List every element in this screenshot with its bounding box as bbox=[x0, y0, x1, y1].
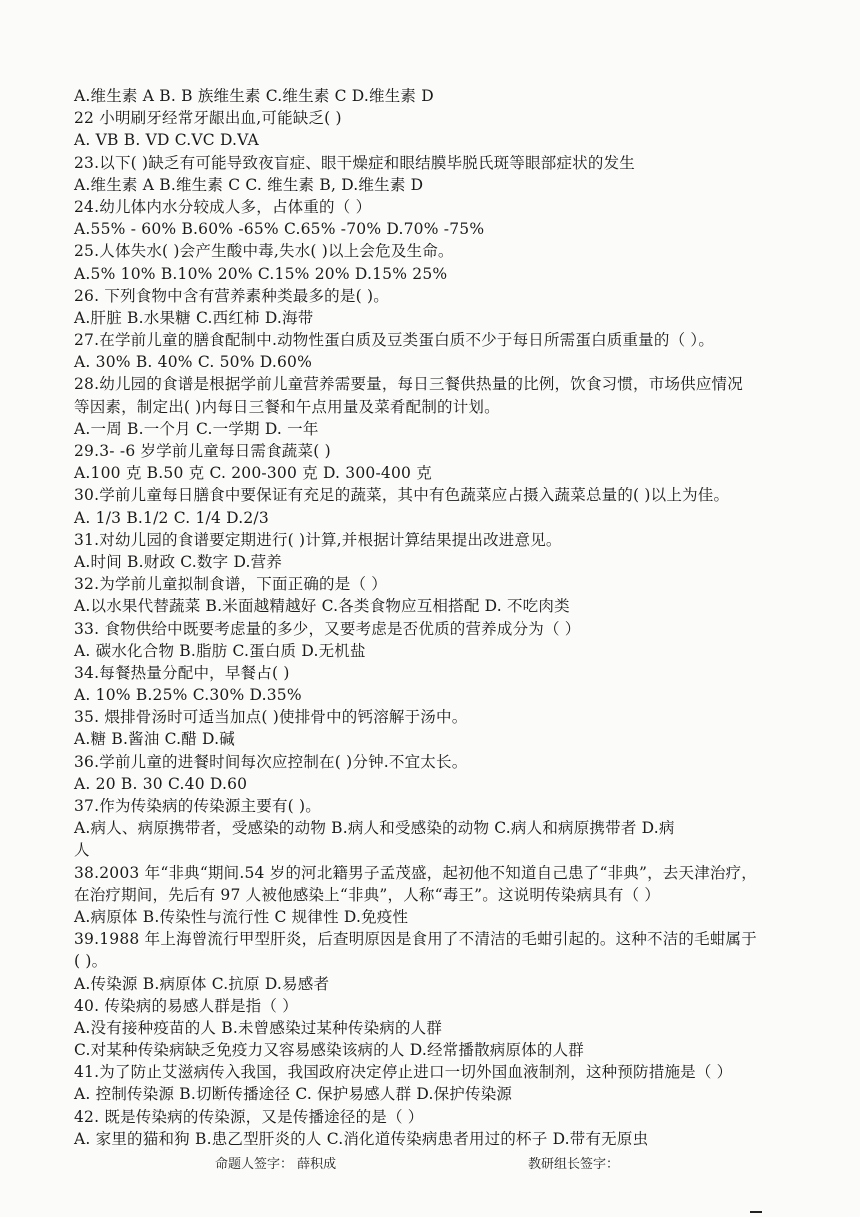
text-line: A.传染源 B.病原体 C.抗原 D.易感者 bbox=[74, 974, 330, 993]
author-signature: 命题人签字： 薛积成 bbox=[215, 1157, 337, 1172]
text-line: 31.对幼儿园的食谱要定期进行( )计算,并根据计算结果提出改进意见。 bbox=[74, 530, 562, 549]
text-line: 24.幼儿体内水分较成人多，占体重的（ ） bbox=[74, 197, 372, 216]
text-line: 30.学前儿童每日膳食中要保证有充足的蔬菜，其中有色蔬菜应占摄入蔬菜总量的( )以上为佳。 bbox=[74, 486, 730, 505]
text-line: A.没有接种疫苗的人 B.未曾感染过某种传染病的人群 bbox=[74, 1018, 443, 1037]
text-line: 41.为了防止艾滋病传入我国，我国政府决定停止进口一切外国血液制剂，这种预防措施是（ ） bbox=[74, 1063, 733, 1082]
text-line: A.100 克 B.50 克 C. 200-300 克 D. 300-400 克 bbox=[74, 464, 432, 483]
text-line: A. 控制传染源 B.切断传播途径 C. 保护易感人群 D.保护传染源 bbox=[74, 1085, 513, 1104]
text-line: A.维生素 A B. B 族维生素 C.维生素 C D.维生素 D bbox=[74, 87, 434, 105]
text-line: A.以水果代替蔬菜 B.米面越精越好 C.各类食物应互相搭配 D. 不吃肉类 bbox=[74, 597, 570, 616]
text-line: 22 小明刷牙经常牙龈出血,可能缺乏( ) bbox=[74, 109, 342, 128]
text-line: 29.3- -6 岁学前儿童每日需食蔬菜( ) bbox=[74, 442, 331, 460]
text-line: A.肝脏 B.水果糖 C.西红柿 D.海带 bbox=[74, 308, 314, 327]
text-line: 25.人体失水( )会产生酸中毒,失水( )以上会危及生命。 bbox=[74, 242, 454, 261]
text-line: A.维生素 A B.维生素 C C. 维生素 B, D.维生素 D bbox=[74, 175, 424, 194]
text-line: 42. 既是传染病的传染源，又是传播途径的是（ ） bbox=[74, 1107, 424, 1126]
text-line: 33. 食物供给中既要考虑量的多少，又要考虑是否优质的营养成分为（ ） bbox=[74, 619, 581, 638]
question-list bbox=[74, 85, 786, 1150]
text-line: 35. 煨排骨汤时可适当加点( )使排骨中的钙溶解于汤中。 bbox=[74, 708, 468, 727]
text-line: A.糖 B.酱油 C.醋 D.碱 bbox=[74, 730, 235, 749]
text-line: A. 30% B. 40% C. 50% D.60% bbox=[74, 353, 313, 372]
text-line: 38.2003 年“非典“期间.54 岁的河北籍男子孟茂盛，起初他不知道自己患了“非典”，去天津治疗， bbox=[74, 863, 757, 882]
text-line: 在治疗期间，先后有 97 人被他感染上“非典”，人称“毒王”。这说明传染病具有（ ） bbox=[74, 885, 661, 904]
text-line: 26. 下列食物中含有营养素种类最多的是( )。 bbox=[74, 286, 389, 305]
text-line: A.时间 B.财政 C.数字 D.营养 bbox=[74, 552, 283, 571]
text-line: 37.作为传染病的传染源主要有( )。 bbox=[74, 797, 321, 815]
text-line: 39.1988 年上海曾流行甲型肝炎，后查明原因是食用了不清洁的毛蚶引起的。这种不洁的毛蚶属于 bbox=[74, 930, 757, 949]
text-line: 人 bbox=[74, 841, 90, 860]
leader-signature: 教研组长签字： bbox=[528, 1157, 620, 1172]
text-line: 40. 传染病的易感人群是指（ ） bbox=[74, 996, 298, 1015]
text-line: 27.在学前儿童的膳食配制中.动物性蛋白质及豆类蛋白质不少于每日所需蛋白质重量的（ ）。 bbox=[74, 331, 715, 350]
text-line: 32.为学前儿童拟制食谱，下面正确的是（ ） bbox=[74, 575, 387, 594]
text-line: A. 20 B. 30 C.40 D.60 bbox=[74, 774, 248, 793]
text-line: A. 10% B.25% C.30% D.35% bbox=[74, 686, 302, 705]
text-line: A. VB B. VD C.VC D.VA bbox=[74, 131, 259, 150]
text-line: 23.以下( )缺乏有可能导致夜盲症、眼干燥症和眼结膜毕脱氏斑等眼部症状的发生 bbox=[74, 153, 635, 172]
text-line: 34.每餐热量分配中，早餐占( ) bbox=[74, 663, 290, 682]
text-line: A.病人、病原携带者，受感染的动物 B.病人和受感染的动物 C.病人和病原携带者 D.病 bbox=[74, 819, 675, 838]
text-line: A.病原体 B.传染性与流行性 C 规律性 D.免疫性 bbox=[74, 907, 409, 926]
page-mark bbox=[750, 1211, 762, 1213]
text-line: C.对某种传染病缺乏免疫力又容易感染该病的人 D.经常播散病原体的人群 bbox=[74, 1041, 584, 1060]
text-line: A. 碳水化合物 B.脂肪 C.蛋白质 D.无机盐 bbox=[74, 641, 366, 660]
text-line: 28.幼儿园的食谱是根据学前儿童营养需要量，每日三餐供热量的比例，饮食习惯，市场供应情况 bbox=[74, 375, 743, 394]
text-line: A.55% - 60% B.60% -65% C.65% -70% D.70% -75% bbox=[74, 220, 485, 239]
text-line: A.5% 10% B.10% 20% C.15% 20% D.15% 25% bbox=[74, 264, 448, 283]
text-line: 36.学前儿童的进餐时间每次应控制在( )分钟.不宜太长。 bbox=[74, 752, 468, 771]
text-line: A. 家里的猫和狗 B.患乙型肝炎的人 C.消化道传染病患者用过的杯子 D.带有无原虫 bbox=[74, 1129, 649, 1148]
text-line: 等因素，制定出( )内每日三餐和午点用量及菜肴配制的计划。 bbox=[74, 397, 500, 416]
text-line: ( )。 bbox=[74, 952, 108, 971]
text-line: A.一周 B.一个月 C.一学期 D. 一年 bbox=[74, 419, 319, 438]
text-line: A. 1/3 B.1/2 C. 1/4 D.2/3 bbox=[74, 508, 269, 527]
